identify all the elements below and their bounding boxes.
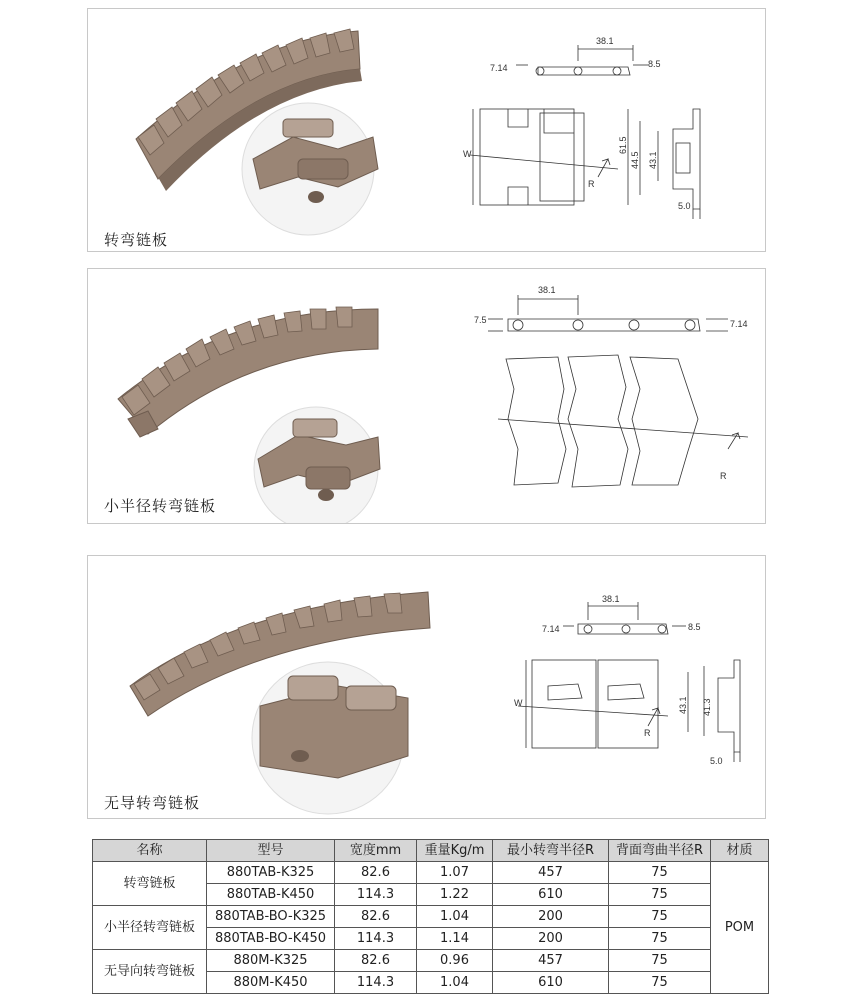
cell-back-radius: 75: [609, 862, 711, 884]
dim-right: 7.14: [730, 319, 748, 329]
header-min-radius: 最小转弯半径R: [493, 840, 609, 862]
panel-graphics: [88, 269, 766, 524]
cell-model: 880TAB-BO-K325: [207, 906, 335, 928]
dim-h2: 44.5: [630, 151, 640, 169]
panel-graphics: [88, 556, 766, 819]
dim-radius: R: [644, 728, 651, 738]
panel-graphics: [88, 9, 766, 252]
cell-width: 82.6: [335, 906, 417, 928]
cell-model: 880TAB-K450: [207, 884, 335, 906]
cell-weight: 1.22: [417, 884, 493, 906]
dim-pitch: 38.1: [602, 594, 620, 604]
dim-width: W: [463, 149, 472, 159]
cell-min-radius: 457: [493, 862, 609, 884]
cell-min-radius: 200: [493, 906, 609, 928]
dim-base: 5.0: [710, 756, 723, 766]
cell-model: 880TAB-BO-K450: [207, 928, 335, 950]
header-weight: 重量Kg/m: [417, 840, 493, 862]
panel-caption: 转弯链板: [104, 231, 169, 249]
drawing-side-view: [563, 602, 686, 634]
group-name: 小半径转弯链板: [93, 906, 207, 950]
cell-material: POM: [711, 862, 769, 994]
cell-model: 880M-K450: [207, 972, 335, 994]
cell-weight: 1.04: [417, 972, 493, 994]
product-panel-curve-chain: [87, 8, 766, 252]
dim-right: 8.5: [648, 59, 661, 69]
table-header-row: [93, 840, 769, 862]
dim-radius: R: [720, 471, 727, 481]
cell-model: 880TAB-K325: [207, 862, 335, 884]
chain-detail-zoom: [242, 103, 378, 235]
dim-h2: 41.3: [702, 698, 712, 716]
group-name: 无导向转弯链板: [93, 950, 207, 994]
drawing-side-view: [516, 45, 648, 75]
cell-back-radius: 75: [609, 906, 711, 928]
dim-left: 7.14: [490, 63, 508, 73]
chain-detail-zoom: [254, 407, 380, 524]
dim-radius: R: [588, 179, 595, 189]
cell-back-radius: 75: [609, 950, 711, 972]
header-name: 名称: [93, 840, 207, 862]
cell-min-radius: 610: [493, 884, 609, 906]
dim-base: 5.0: [678, 201, 691, 211]
dim-width: W: [514, 698, 523, 708]
dim-left: 7.5: [474, 315, 487, 325]
cell-model: 880M-K325: [207, 950, 335, 972]
cell-weight: 1.14: [417, 928, 493, 950]
header-back-radius: 背面弯曲半径R: [609, 840, 711, 862]
panel-caption: 无导转弯链板: [104, 794, 201, 812]
header-width: 宽度mm: [335, 840, 417, 862]
cell-min-radius: 200: [493, 928, 609, 950]
product-panel-guideless-chain: [87, 555, 766, 819]
drawing-top-view: [470, 109, 700, 219]
dim-h1: 43.1: [678, 696, 688, 714]
cell-weight: 1.07: [417, 862, 493, 884]
chain-detail-zoom: [252, 662, 408, 814]
drawing-top-view: [498, 355, 748, 487]
dim-right: 8.5: [688, 622, 701, 632]
product-panel-small-radius-chain: [87, 268, 766, 524]
header-model: 型号: [207, 840, 335, 862]
cell-weight: 1.04: [417, 906, 493, 928]
header-material: 材质: [711, 840, 769, 862]
cell-width: 114.3: [335, 928, 417, 950]
cell-back-radius: 75: [609, 884, 711, 906]
cell-min-radius: 457: [493, 950, 609, 972]
panel-caption: 小半径转弯链板: [104, 497, 217, 515]
dim-h1: 61.5: [618, 136, 628, 154]
cell-width: 114.3: [335, 972, 417, 994]
table-row: [93, 950, 769, 972]
dim-pitch: 38.1: [538, 285, 556, 295]
cell-width: 114.3: [335, 884, 417, 906]
cell-weight: 0.96: [417, 950, 493, 972]
dim-left: 7.14: [542, 624, 560, 634]
drawing-side-view: [488, 295, 728, 331]
table-row: [93, 906, 769, 928]
cell-back-radius: 75: [609, 928, 711, 950]
cell-min-radius: 610: [493, 972, 609, 994]
cell-width: 82.6: [335, 950, 417, 972]
table-row: [93, 862, 769, 884]
spec-table: [92, 839, 769, 994]
cell-width: 82.6: [335, 862, 417, 884]
dim-h3: 43.1: [648, 151, 658, 169]
group-name: 转弯链板: [93, 862, 207, 906]
dim-pitch: 38.1: [596, 36, 614, 46]
cell-back-radius: 75: [609, 972, 711, 994]
